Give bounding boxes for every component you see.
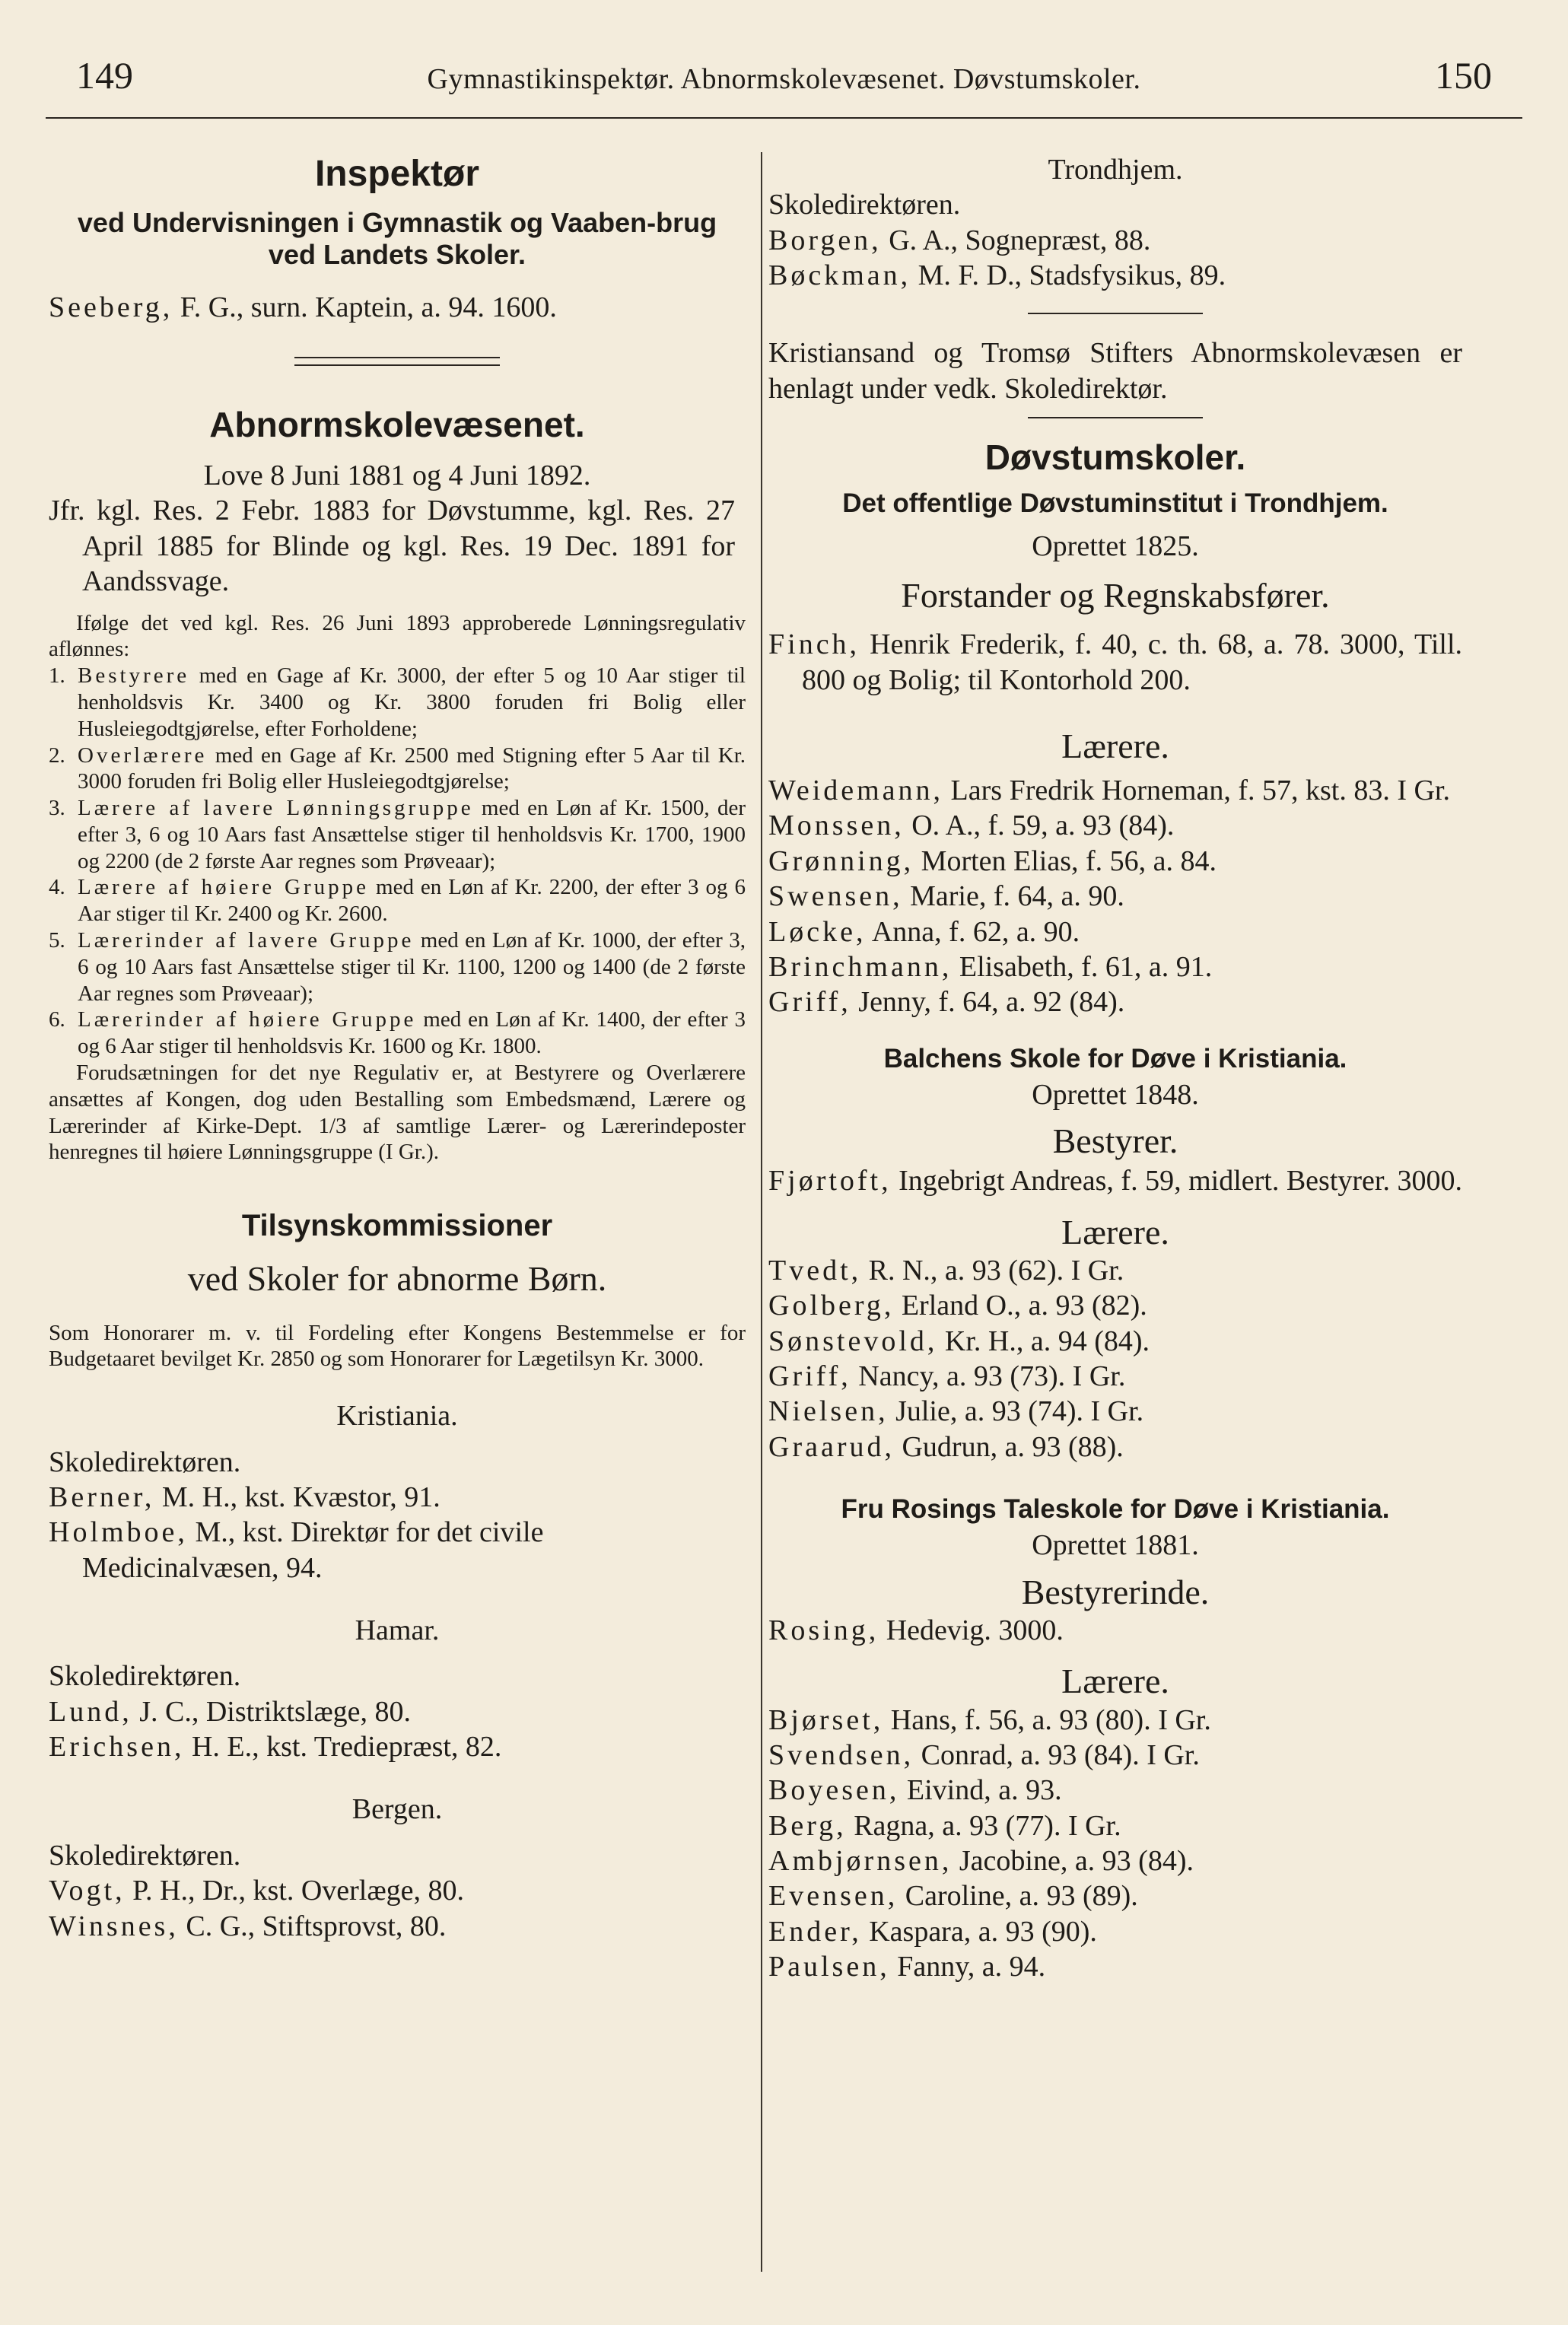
trondhjem-institute: Det offentlige Døvstuminstitut i Trondhjem. [842,488,1388,519]
list-item: 4. Lærere af høiere Gruppe med en Løn af Kr. 2200, der efter 3 og 6 Aar stiger til Kr. 2400 og Kr. 2600. [49,875,746,927]
list-item: Bøckman, M. F. D., Stadsfysikus, 89. [768,259,1226,292]
list-item: Grønning, Morten Elias, f. 56, a. 84. [768,844,1217,877]
finch-details: Henrik Frederik, f. 40, c. th. 68, a. 78. 3000, Till. 800 og Bolig; til Kontorhold 200. [802,628,1462,696]
regulativ-list [49,663,746,1060]
city-hamar: Hamar. [355,1614,440,1647]
city-kristiania: Kristiania. [336,1400,458,1433]
direktor-hamar: Skoledirektøren. [49,1660,241,1693]
direktor-bergen: Skoledirektøren. [49,1839,241,1872]
list-item: 1. Bestyrere med en Gage af Kr. 3000, der efter 5 og 10 Aar stiger til henholdsvis Kr. 3400 og Kr. 3800 foruden fri Bolig eller Husleiegodtgjørelse, efter Forholdene; [49,663,746,741]
list-item: Lund, J. C., Distriktslæge, 80. [49,1695,412,1728]
city-trondhjem: Trondhjem. [1048,154,1183,186]
list-item: Ender, Kaspara, a. 93 (90). [768,1915,1097,1948]
dovstum-title: Døvstumskoler. [984,437,1246,478]
left-column [49,152,746,1944]
rule [1028,313,1203,314]
seeberg-name: Seeberg, [49,291,173,323]
forudsaetning-text: Forudsætningen for det nye Regulativ er, at Bestyrere og Overlærere ansættes af Kongen, dog uden Bestalling som Embedsmænd, Lærere og Lærerinder af Kirke-Dept. 1/3 af samtlige Lærer- og Lærerindeposter henregnes til høiere Lønningsgruppe (I Gr.). [49,1061,746,1165]
rosing-name: Rosing, [768,1614,879,1646]
header-rule [46,117,1522,119]
finch-name: Finch, [768,628,860,661]
love-line: Love 8 Juni 1881 og 4 Juni 1892. [203,460,591,492]
list-item: Brinchmann, Elisabeth, f. 61, a. 91. [768,950,1213,983]
laerere-heading: Lærere. [1061,726,1169,765]
list-item: Svendsen, Conrad, a. 93 (84). I Gr. [768,1738,1200,1771]
list-item: Weidemann, Lars Fredrik Horneman, f. 57, kst. 83. I Gr. [768,774,1450,807]
list-item: Bjørset, Hans, f. 56, a. 93 (80). I Gr. [768,1703,1211,1736]
page-number-right: 150 [1435,54,1492,97]
rosing-title: Fru Rosings Taleskole for Døve i Kristiania. [841,1494,1390,1525]
bestyrerinde-heading: Bestyrerinde. [1021,1572,1210,1611]
balchen-opr: Oprettet 1848. [1032,1078,1199,1111]
kristiansand-note: Kristiansand og Tromsø Stifters Abnormskolevæsen er henlagt under vedk. Skoledirektør. [768,337,1462,405]
fjortoft-name: Fjørtoft, [768,1165,892,1197]
forstander-heading: Forstander og Regnskabsfører. [901,576,1330,615]
regulativ-intro: Ifølge det ved kgl. Res. 26 Juni 1893 approberede Lønningsregulativ aflønnes: [49,610,746,662]
column-divider [761,152,762,2272]
list-item: Holmboe, M., kst. Direktør for det civile Medicinalvæsen, 94. [49,1516,544,1584]
page-number-left: 149 [76,54,133,97]
list-item: Tvedt, R. N., a. 93 (62). I Gr. [768,1255,1124,1287]
rule [1028,417,1203,418]
list-item: Swensen, Marie, f. 64, a. 90. [768,880,1124,913]
list-item: Griff, Jenny, f. 64, a. 92 (84). [768,986,1125,1019]
rosing-entry [768,1613,1462,1648]
list-item: Graarud, Gudrun, a. 93 (88). [768,1430,1124,1463]
seeberg-entry [49,290,746,325]
rosing-details: Hedevig. 3000. [879,1614,1064,1646]
list-item: Monssen, O. A., f. 59, a. 93 (84). [768,809,1175,842]
trondhjem-opr: Oprettet 1825. [1032,530,1199,562]
direktor-kristiania: Skoledirektøren. [49,1446,241,1478]
list-item: Griff, Nancy, a. 93 (73). I Gr. [768,1360,1126,1393]
list-item: Borgen, G. A., Sognepræst, 88. [768,224,1151,256]
jfr-text: Jfr. kgl. Res. 2 Febr. 1883 for Døvstumme, kgl. Res. 27 April 1885 for Blinde og kgl. Res. 19 Dec. 1891 for Aandssvage. [49,495,735,598]
list-item: Sønstevold, Kr. H., a. 94 (84). [768,1325,1150,1357]
list-item: Ambjørnsen, Jacobine, a. 93 (84). [768,1844,1194,1877]
abnorm-title: Abnormskolevæsenet. [209,404,585,444]
list-item: Paulsen, Fanny, a. 94. [768,1951,1046,1983]
double-rule [294,357,500,366]
list-item: Berner, M. H., kst. Kvæstor, 91. [49,1481,441,1513]
balchen-title: Balchens Skole for Døve i Kristiania. [883,1043,1347,1073]
running-title: Gymnastikinspektør. Abnormskolevæsenet. Døvstumskoler. [427,63,1141,95]
list-item: Løcke, Anna, f. 62, a. 90. [768,915,1080,948]
list-item: Winsnes, C. G., Stiftsprovst, 80. [49,1910,447,1942]
tilsyn-title: Tilsynskommissioner [241,1209,553,1243]
list-item: Erichsen, H. E., kst. Trediepræst, 82. [49,1731,502,1764]
laerere-list [768,1253,1462,1465]
city-bergen: Bergen. [351,1793,443,1826]
right-column [768,152,1462,1984]
fjortoft-details: Ingebrigt Andreas, f. 59, midlert. Bestyrer. 3000. [891,1165,1462,1197]
laerere-heading: Lærere. [1061,1662,1169,1701]
list-item: Berg, Ragna, a. 93 (77). I Gr. [768,1809,1121,1842]
inspektor-subtitle: ved Undervisningen i Gymnastik og Vaaben-brug ved Landets Skoler. [77,206,717,271]
list-item: 2. Overlærere med en Gage af Kr. 2500 med Stigning efter 5 Aar til Kr. 3000 foruden fri Bolig eller Husleiegodtgjørelse; [49,743,746,794]
running-header [76,53,1492,107]
list-item: 3. Lærere af lavere Lønningsgruppe med en Løn af Kr. 1500, der efter 3, 6 og 10 Aars fast Ansættelse stiger til henholdsvis Kr. 1700, 1900 og 2200 (de 2 første Aar regnes som Prøveaar); [49,796,746,873]
list-item: Vogt, P. H., Dr., kst. Overlæge, 80. [49,1875,465,1907]
finch-entry [768,627,1462,698]
list-item: 5. Lærerinder af lavere Gruppe med en Løn af Kr. 1000, der efter 3, 6 og 10 Aars fast Ansættelse stiger til Kr. 1100, 1200 og 1400 (de 2 første Aar regnes som Prøveaar); [49,928,746,1006]
seeberg-details: F. G., surn. Kaptein, a. 94. 1600. [173,291,557,323]
laerere-list [768,773,1462,1020]
list-item: Nielsen, Julie, a. 93 (74). I Gr. [768,1395,1144,1428]
direktor-trondhjem: Skoledirektøren. [768,189,961,221]
laerere-list [768,1703,1462,1985]
rosing-opr: Oprettet 1881. [1032,1529,1199,1562]
list-item: Golberg, Erland O., a. 93 (82). [768,1290,1147,1322]
tilsyn-subtitle: ved Skoler for abnorme Børn. [187,1259,607,1299]
list-item: 6. Lærerinder af høiere Gruppe med en Løn af Kr. 1400, der efter 3 og 6 Aar stiger til henholdsvis Kr. 1600 og Kr. 1800. [49,1007,746,1059]
inspektor-title: Inspektør [314,154,480,194]
bestyrer-heading: Bestyrer. [1052,1121,1178,1161]
list-item: Boyesen, Eivind, a. 93. [768,1774,1062,1807]
honorar-text: Som Honorarer m. v. til Fordeling efter Kongens Bestemmelse er for Budgetaaret bevilget Kr. 2850 og som Honorarer for Lægetilsyn Kr. 3000. [49,1320,746,1372]
list-item: Evensen, Caroline, a. 93 (89). [768,1880,1138,1913]
fjortoft-entry [768,1163,1462,1198]
laerere-heading: Lærere. [1061,1212,1169,1252]
